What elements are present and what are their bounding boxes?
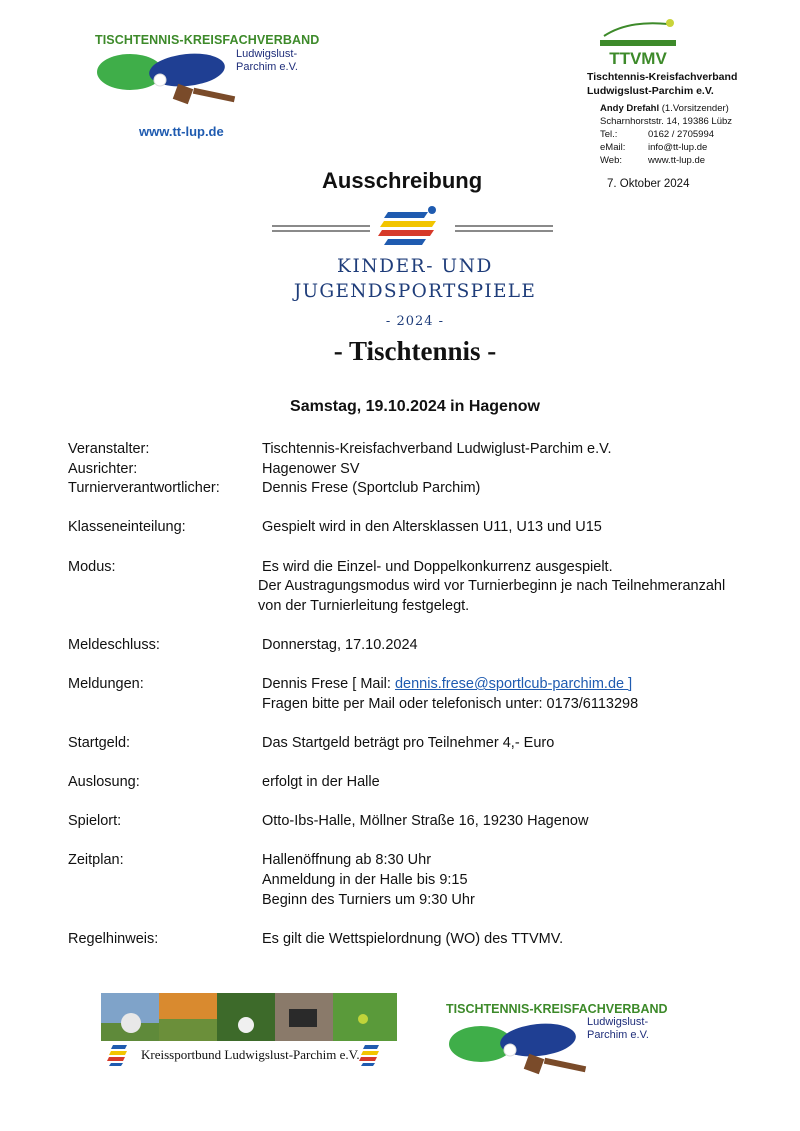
info-value: Gespielt wird in den Altersklassen U11, U13 und U15	[262, 519, 602, 536]
info-value: Es wird die Einzel- und Doppelkonkurrenz ausgespielt.	[262, 558, 613, 575]
contact-web[interactable]: www.tt-lup.de	[648, 155, 706, 166]
info-value: Das Startgeld beträgt pro Teilnehmer 4,- Euro	[262, 734, 555, 751]
info-value: Tischtennis-Kreisfachverband Ludwiglust-Parchim e.V.	[262, 441, 612, 457]
info-value: Beginn des Turniers um 9:30 Uhr	[262, 891, 475, 908]
footer-paddles-logo	[446, 1018, 591, 1080]
info-value: Fragen bitte per Mail oder telefonisch unter: 0173/6113298	[262, 695, 639, 712]
info-label: Regelhinweis:	[68, 930, 159, 947]
info-value: erfolgt in der Halle	[262, 774, 380, 791]
info-label: Ausrichter:	[68, 460, 138, 477]
info-label: Spielort:	[68, 813, 122, 830]
info-value: Anmeldung in der Halle bis 9:15	[262, 872, 468, 889]
contact-role: (1.Vorsitzender)	[661, 103, 729, 114]
info-value: Dennis Frese [ Mail: dennis.frese@sportlcub-parchim.de ]	[262, 676, 633, 693]
table-tennis-paddles-logo	[95, 50, 240, 110]
ttvmv-logo-text: TTVMV	[609, 49, 667, 68]
contact-email[interactable]: info@tt-lup.de	[648, 142, 708, 153]
info-table	[68, 440, 768, 949]
org-name: Tischtennis-Kreisfachverband Ludwigslust-Parchim e.V.	[587, 71, 738, 97]
info-label: Meldeschluss:	[68, 636, 160, 653]
info-value: Hagenower SV	[262, 460, 360, 477]
logo-subtitle: Ludwigslust- Parchim e.V.	[236, 48, 298, 73]
info-value: Otto-Ibs-Halle, Möllner Straße 16, 19230 Hagenow	[262, 813, 589, 830]
footer-logo-title: TISCHTENNIS-KREISFACHVERBAND	[446, 1002, 668, 1016]
contact-address: Scharnhorststr. 14, 19386 Lübz	[600, 116, 733, 127]
info-label: Veranstalter:	[68, 441, 150, 457]
info-value: Der Austragungsmodus wird vor Turnierbeginn je nach Teilnehmeranzahl	[258, 578, 726, 595]
event-date: Samstag, 19.10.2024 in Hagenow	[290, 398, 540, 415]
website-link[interactable]: www.tt-lup.de	[139, 124, 224, 139]
contact-tel: 0162 / 2705994	[648, 129, 715, 140]
info-value: Hallenöffnung ab 8:30 Uhr	[262, 852, 432, 869]
info-value: Dennis Frese (Sportclub Parchim)	[262, 480, 481, 497]
info-label: Modus:	[68, 558, 116, 575]
contact-name: Andy Drefahl	[600, 103, 660, 114]
ttvmv-logo	[598, 18, 678, 68]
document-date: 7. Oktober 2024	[607, 178, 690, 190]
info-label: Zeitplan:	[68, 852, 124, 869]
logo-title: TISCHTENNIS-KREISFACHVERBAND	[95, 33, 320, 47]
info-label: Auslosung:	[68, 774, 140, 791]
info-value: von der Turnierleitung festgelegt.	[258, 597, 470, 614]
banner-line-1: KINDER- UND	[337, 256, 493, 277]
banner-year: - 2024 -	[385, 314, 445, 329]
sportspiele-emblem	[270, 202, 560, 252]
info-label: Meldungen:	[68, 676, 144, 693]
mail-link[interactable]: dennis.frese@sportlcub-parchim.de ]	[394, 676, 633, 693]
kreissportbund-name: Kreissportbund Ludwigslust-Parchim e.V.	[141, 1047, 360, 1062]
info-label: Turnierverantwortlicher:	[68, 480, 220, 497]
info-label: Klasseneinteilung:	[68, 519, 186, 536]
banner-line-2: JUGENDSPORTSPIELE	[293, 281, 537, 302]
footer-logo-subtitle: Ludwigslust- Parchim e.V.	[587, 1016, 649, 1041]
info-value: Donnerstag, 17.10.2024	[262, 636, 418, 653]
info-value: Es gilt die Wettspielordnung (WO) des TTVMV.	[262, 930, 564, 947]
sport-title: - Tischtennis -	[333, 336, 497, 366]
contact-block: Andy Drefahl (1.Vorsitzender) Scharnhorststr. 14, 19386 Lübz Tel.: 0162 / 2705994 eMail: info@tt-lup.de Web: www.tt-lup.de	[600, 103, 733, 166]
page-title: Ausschreibung	[322, 168, 483, 193]
info-label: Startgeld:	[68, 734, 131, 751]
